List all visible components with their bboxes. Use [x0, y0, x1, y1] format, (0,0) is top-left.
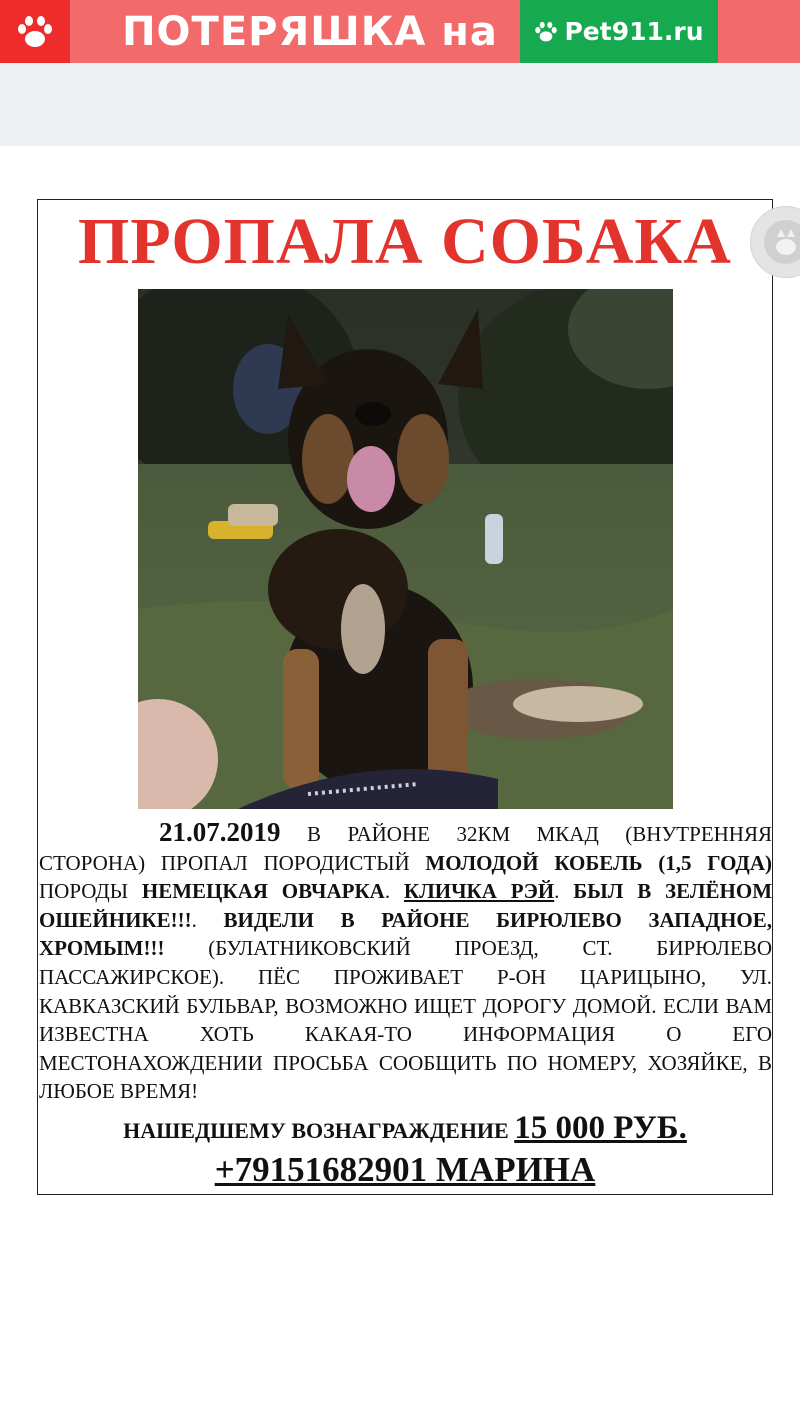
- reward-amount: 15 000 РУБ.: [514, 1110, 687, 1146]
- dog-name: КЛИЧКА РЭЙ: [403, 879, 555, 904]
- poster-title: ПРОПАЛА СОБАКА: [78, 205, 732, 278]
- side-action-button[interactable]: [750, 206, 800, 278]
- brand-label: Pet911.ru: [564, 17, 704, 46]
- paw-icon: [534, 21, 558, 43]
- desc-text-6: (БУЛАТНИКОВСКИЙ ПРОЕЗД, СТ. БИРЮЛЕВО ПАССАЖИРСКОЕ). ПЁС ПРОЖИВАЕТ Р-ОН ЦАРИЦЫНО, УЛ. КАВКАЗСКИЙ БУЛЬВАР, ВОЗМОЖНО ИЩЕТ ДОРОГУ ДОМОЙ. ЕСЛИ ВАМ ИЗВЕСТНА ХОТЬ КАКАЯ-ТО ИНФОРМАЦИЯ О ЕГО МЕСТОНАХОЖДЕНИИ ПРОСЬБА СООБЩИТЬ ПО НОМЕРУ, ХОЗЯЙКЕ, В ЛЮБОЕ ВРЕМЯ!: [39, 936, 772, 1104]
- site-banner[interactable]: [0, 0, 800, 63]
- banner-title: ПОТЕРЯШКА на: [122, 8, 498, 55]
- contact-phone[interactable]: +79151682901 МАРИНА: [214, 1150, 596, 1189]
- brand-button[interactable]: [520, 0, 718, 63]
- desc-text-2: ПОРОДЫ: [39, 879, 142, 904]
- collar-note: БЫЛ В ЗЕЛЁНОМ ОШЕЙНИКЕ!!!: [39, 879, 773, 932]
- breed: НЕМЕЦКАЯ ОВЧАРКА: [141, 879, 385, 904]
- seen-note: ВИДЕЛИ В РАЙОНЕ БИРЮЛЕВО ЗАПАДНОЕ, ХРОМЫМ!!!: [39, 907, 772, 961]
- desc-text-1: В РАЙОНЕ 32КМ МКАД (ВНУТРЕННЯЯ СТОРОНА) ПРОПАЛ ПОРОДИСТЫЙ: [39, 822, 772, 875]
- reward-label: НАШЕДШЕМУ ВОЗНАГРАЖДЕНИЕ: [123, 1118, 515, 1143]
- dog-photo: [138, 289, 673, 809]
- poster-description: [39, 818, 772, 1106]
- paw-icon: [16, 15, 54, 49]
- toolbar-band: [0, 63, 800, 146]
- desc-text-4: .: [554, 879, 574, 904]
- dog-photo-icon: [138, 289, 673, 809]
- desc-text-5: .: [191, 907, 224, 932]
- desc-text-3: .: [384, 879, 404, 904]
- desc-bold-1: МОЛОДОЙ КОБЕЛЬ (1,5 ГОДА): [425, 850, 772, 875]
- lost-date: 21.07.2019: [159, 817, 281, 847]
- paw-logo: [0, 0, 70, 63]
- reward-line: [37, 1110, 773, 1147]
- pet-icon: [751, 207, 800, 277]
